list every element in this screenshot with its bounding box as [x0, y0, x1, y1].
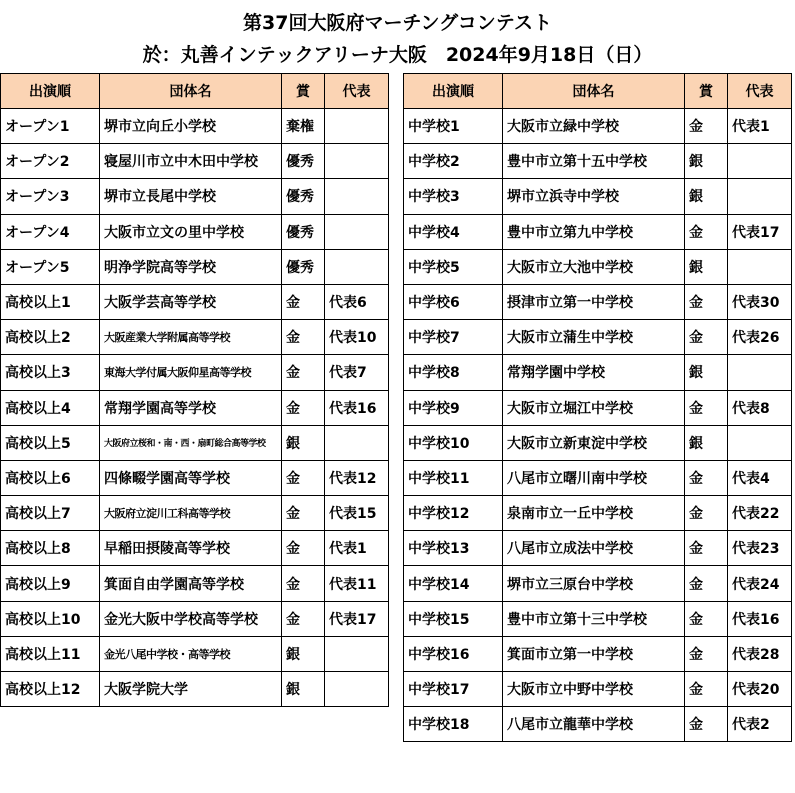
table-row	[1, 672, 389, 707]
cell-rep: 代表6	[325, 284, 389, 319]
cell-award: 銀	[282, 425, 325, 460]
cell-group: 八尾市立曙川南中学校	[503, 460, 685, 495]
cell-rep: 代表20	[728, 672, 792, 707]
table-row	[1, 355, 389, 390]
cell-rep	[728, 249, 792, 284]
table-row	[404, 496, 792, 531]
table-row	[404, 249, 792, 284]
cell-rep	[325, 636, 389, 671]
table-row	[404, 425, 792, 460]
results-table-right	[403, 73, 792, 742]
cell-group: 常翔学園高等学校	[100, 390, 282, 425]
cell-order: 中学校7	[404, 320, 503, 355]
cell-group: 泉南市立一丘中学校	[503, 496, 685, 531]
cell-award: 優秀	[282, 249, 325, 284]
cell-award: 金	[282, 390, 325, 425]
cell-group: 東海大学付属大阪仰星高等学校	[100, 355, 282, 390]
cell-group: 堺市立長尾中学校	[100, 179, 282, 214]
cell-rep: 代表1	[728, 109, 792, 144]
table-header-row	[1, 74, 389, 109]
cell-award: 金	[685, 496, 728, 531]
cell-award: 銀	[282, 636, 325, 671]
cell-rep: 代表22	[728, 496, 792, 531]
cell-rep: 代表7	[325, 355, 389, 390]
cell-group: 豊中市立第十三中学校	[503, 601, 685, 636]
table-row	[404, 355, 792, 390]
cell-rep	[325, 109, 389, 144]
header-award: 賞	[685, 74, 728, 109]
cell-order: 中学校12	[404, 496, 503, 531]
cell-order: 中学校15	[404, 601, 503, 636]
cell-award: 金	[685, 531, 728, 566]
cell-rep: 代表30	[728, 284, 792, 319]
table-row	[404, 109, 792, 144]
results-table-left	[0, 73, 389, 707]
cell-award: 金	[685, 707, 728, 742]
cell-group: 八尾市立成法中学校	[503, 531, 685, 566]
cell-order: 高校以上11	[1, 636, 100, 671]
cell-group: 豊中市立第九中学校	[503, 214, 685, 249]
cell-rep	[325, 179, 389, 214]
cell-rep: 代表16	[728, 601, 792, 636]
cell-rep	[728, 425, 792, 460]
cell-award: 銀	[685, 249, 728, 284]
cell-order: 高校以上9	[1, 566, 100, 601]
cell-award: 銀	[282, 672, 325, 707]
cell-rep: 代表8	[728, 390, 792, 425]
cell-award: 金	[685, 460, 728, 495]
table-row	[404, 284, 792, 319]
cell-order: 高校以上6	[1, 460, 100, 495]
cell-award: 金	[282, 320, 325, 355]
table-row	[404, 320, 792, 355]
cell-award: 金	[685, 214, 728, 249]
cell-group: 早稲田摂陵高等学校	[100, 531, 282, 566]
cell-order: 高校以上5	[1, 425, 100, 460]
table-row	[1, 460, 389, 495]
cell-award: 金	[685, 284, 728, 319]
cell-award: 金	[685, 636, 728, 671]
header-order: 出演順	[404, 74, 503, 109]
table-row	[1, 214, 389, 249]
cell-group: 大阪市立大池中学校	[503, 249, 685, 284]
table-row	[1, 601, 389, 636]
header-order: 出演順	[1, 74, 100, 109]
cell-group: 堺市立三原台中学校	[503, 566, 685, 601]
cell-group: 寝屋川市立中木田中学校	[100, 144, 282, 179]
header-group: 団体名	[100, 74, 282, 109]
cell-order: 中学校4	[404, 214, 503, 249]
cell-award: 金	[282, 566, 325, 601]
cell-order: 中学校5	[404, 249, 503, 284]
table-row	[1, 249, 389, 284]
cell-award: 金	[282, 284, 325, 319]
cell-rep	[728, 144, 792, 179]
table-row	[404, 601, 792, 636]
cell-award: 銀	[685, 355, 728, 390]
table-row	[404, 672, 792, 707]
table-row	[404, 390, 792, 425]
cell-rep	[325, 214, 389, 249]
cell-group: 八尾市立龍華中学校	[503, 707, 685, 742]
cell-award: 金	[685, 601, 728, 636]
cell-group: 堺市立浜寺中学校	[503, 179, 685, 214]
table-row	[404, 214, 792, 249]
cell-order: 中学校17	[404, 672, 503, 707]
cell-rep: 代表11	[325, 566, 389, 601]
cell-rep: 代表23	[728, 531, 792, 566]
cell-rep	[728, 179, 792, 214]
cell-group: 金光大阪中学校高等学校	[100, 601, 282, 636]
cell-award: 金	[282, 460, 325, 495]
page-title: 第37回大阪府マーチングコンテスト	[243, 12, 552, 34]
cell-award: 銀	[685, 425, 728, 460]
cell-rep: 代表26	[728, 320, 792, 355]
cell-group: 金光八尾中学校・高等学校	[100, 636, 282, 671]
cell-rep	[325, 672, 389, 707]
table-row	[1, 179, 389, 214]
cell-group: 堺市立向丘小学校	[100, 109, 282, 144]
cell-award: 金	[282, 531, 325, 566]
cell-order: 高校以上7	[1, 496, 100, 531]
cell-group: 大阪産業大学附属高等学校	[100, 320, 282, 355]
cell-group: 大阪市立中野中学校	[503, 672, 685, 707]
cell-group: 大阪市立蒲生中学校	[503, 320, 685, 355]
cell-group: 大阪市立堀江中学校	[503, 390, 685, 425]
cell-rep: 代表16	[325, 390, 389, 425]
venue-date-subtitle: 於：丸善インテックアリーナ大阪 2024年9月18日（日）	[142, 44, 653, 66]
cell-order: 高校以上10	[1, 601, 100, 636]
cell-award: 銀	[685, 179, 728, 214]
cell-rep	[325, 144, 389, 179]
cell-award: 優秀	[282, 179, 325, 214]
cell-order: 中学校6	[404, 284, 503, 319]
cell-rep: 代表15	[325, 496, 389, 531]
cell-award: 優秀	[282, 214, 325, 249]
cell-order: 中学校3	[404, 179, 503, 214]
cell-award: 金	[685, 390, 728, 425]
cell-award: 金	[685, 566, 728, 601]
cell-rep	[728, 355, 792, 390]
table-row	[1, 566, 389, 601]
cell-order: 中学校2	[404, 144, 503, 179]
table-row	[1, 496, 389, 531]
table-row	[1, 320, 389, 355]
table-row	[1, 531, 389, 566]
cell-group: 大阪市立新東淀中学校	[503, 425, 685, 460]
cell-award: 金	[685, 320, 728, 355]
cell-order: 高校以上1	[1, 284, 100, 319]
cell-group: 大阪府立桜和・南・西・扇町総合高等学校	[100, 425, 282, 460]
cell-order: オープン4	[1, 214, 100, 249]
cell-order: オープン3	[1, 179, 100, 214]
cell-order: オープン2	[1, 144, 100, 179]
cell-award: 金	[282, 496, 325, 531]
table-row	[404, 531, 792, 566]
table-row	[404, 566, 792, 601]
table-row	[1, 425, 389, 460]
cell-rep: 代表17	[728, 214, 792, 249]
cell-order: 中学校11	[404, 460, 503, 495]
cell-group: 大阪府立淀川工科高等学校	[100, 496, 282, 531]
cell-group: 大阪市立文の里中学校	[100, 214, 282, 249]
cell-group: 箕面自由学園高等学校	[100, 566, 282, 601]
cell-order: 中学校18	[404, 707, 503, 742]
cell-order: オープン1	[1, 109, 100, 144]
table-row	[404, 460, 792, 495]
cell-award: 金	[685, 109, 728, 144]
header-rep: 代表	[728, 74, 792, 109]
cell-rep: 代表24	[728, 566, 792, 601]
table-row	[404, 179, 792, 214]
cell-award: 銀	[685, 144, 728, 179]
cell-order: 中学校13	[404, 531, 503, 566]
cell-group: 明浄学院高等学校	[100, 249, 282, 284]
cell-order: 高校以上4	[1, 390, 100, 425]
cell-rep	[325, 425, 389, 460]
header-award: 賞	[282, 74, 325, 109]
cell-award: 金	[282, 355, 325, 390]
cell-group: 四條畷学園高等学校	[100, 460, 282, 495]
cell-award: 棄権	[282, 109, 325, 144]
cell-award: 優秀	[282, 144, 325, 179]
cell-rep: 代表10	[325, 320, 389, 355]
cell-order: 中学校9	[404, 390, 503, 425]
header-rep: 代表	[325, 74, 389, 109]
cell-group: 箕面市立第一中学校	[503, 636, 685, 671]
table-row	[1, 390, 389, 425]
cell-order: 中学校16	[404, 636, 503, 671]
table-row	[1, 144, 389, 179]
table-row	[1, 109, 389, 144]
cell-group: 大阪学院大学	[100, 672, 282, 707]
cell-rep: 代表12	[325, 460, 389, 495]
cell-order: 高校以上2	[1, 320, 100, 355]
cell-rep: 代表2	[728, 707, 792, 742]
cell-order: 中学校8	[404, 355, 503, 390]
cell-group: 大阪学芸高等学校	[100, 284, 282, 319]
cell-rep: 代表17	[325, 601, 389, 636]
header-group: 団体名	[503, 74, 685, 109]
cell-award: 金	[282, 601, 325, 636]
cell-group: 常翔学園中学校	[503, 355, 685, 390]
cell-rep: 代表28	[728, 636, 792, 671]
cell-rep: 代表4	[728, 460, 792, 495]
cell-order: 中学校10	[404, 425, 503, 460]
table-row	[1, 284, 389, 319]
table-header-row	[404, 74, 792, 109]
table-row	[404, 707, 792, 742]
table-row	[404, 144, 792, 179]
table-row	[404, 636, 792, 671]
cell-order: 高校以上3	[1, 355, 100, 390]
cell-order: 中学校1	[404, 109, 503, 144]
cell-group: 摂津市立第一中学校	[503, 284, 685, 319]
cell-order: 高校以上8	[1, 531, 100, 566]
cell-rep: 代表1	[325, 531, 389, 566]
table-row	[1, 636, 389, 671]
cell-award: 金	[685, 672, 728, 707]
cell-order: オープン5	[1, 249, 100, 284]
cell-rep	[325, 249, 389, 284]
cell-group: 豊中市立第十五中学校	[503, 144, 685, 179]
cell-order: 高校以上12	[1, 672, 100, 707]
cell-group: 大阪市立緑中学校	[503, 109, 685, 144]
cell-order: 中学校14	[404, 566, 503, 601]
